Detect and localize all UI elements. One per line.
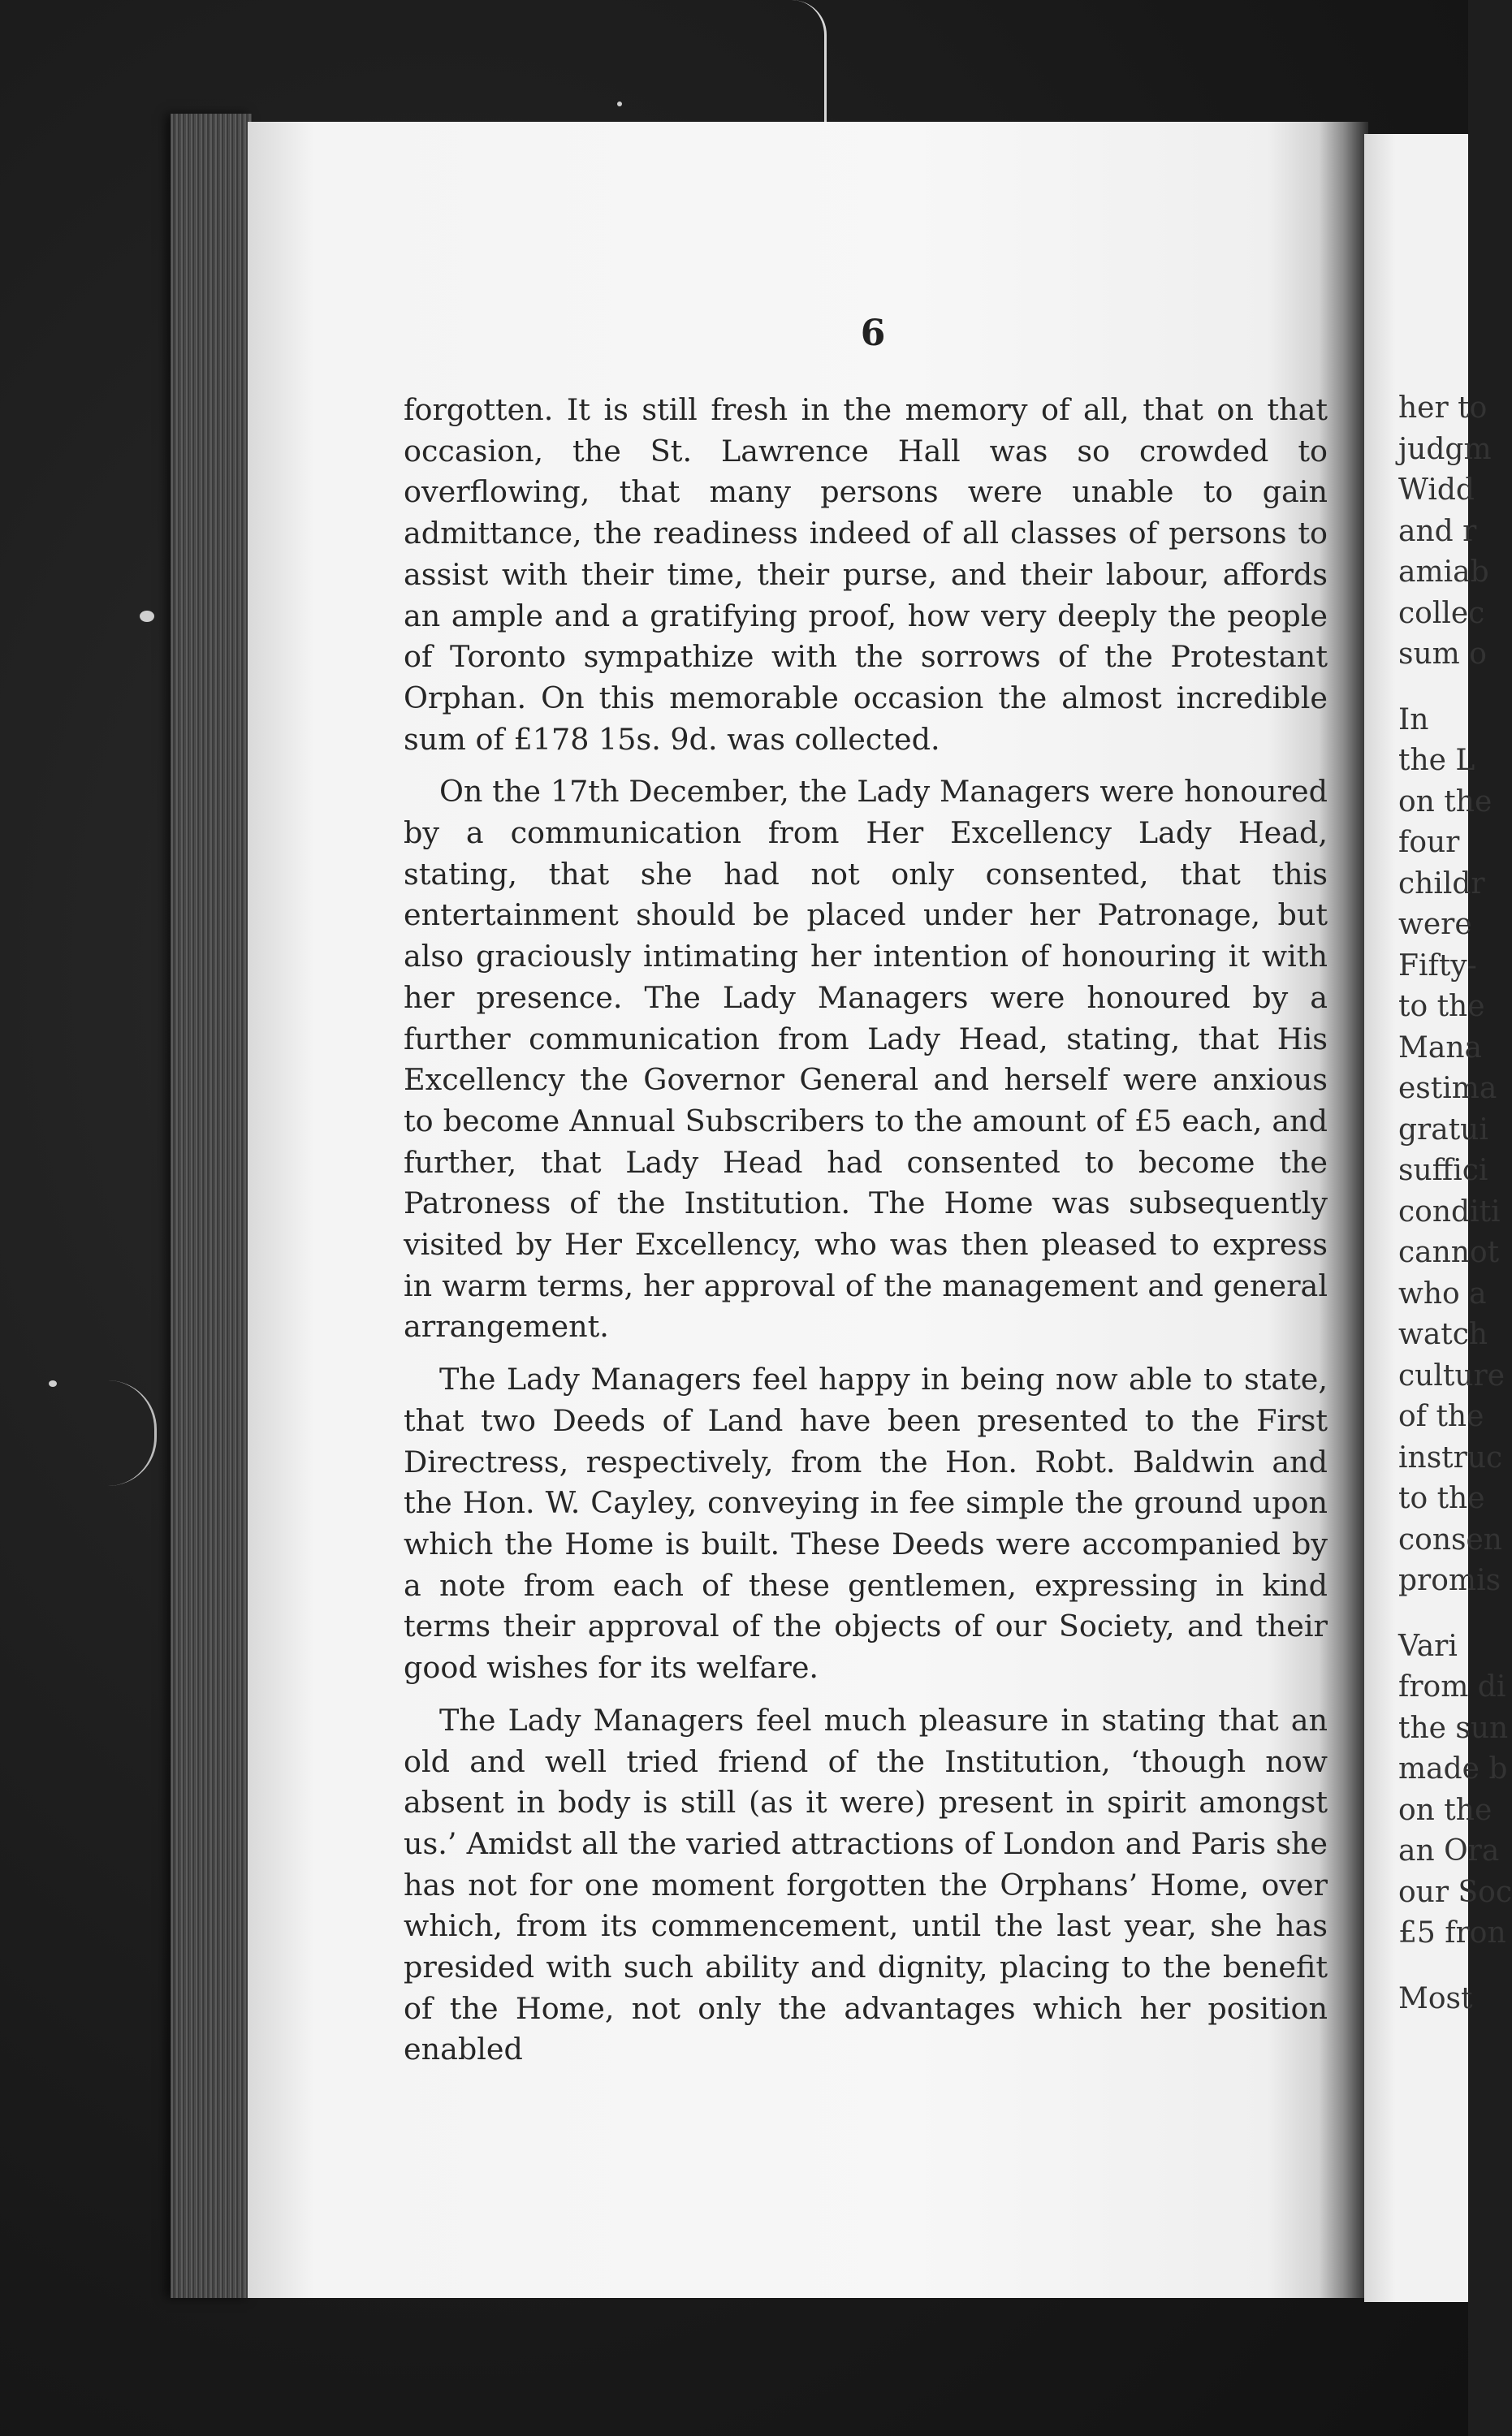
facing-page-line: judgm [1398,432,1492,466]
facing-page-line: instruc [1398,1440,1503,1475]
page-number: 6 [860,313,886,354]
facing-page-text [1398,388,1512,2019]
facing-page-line [1398,1602,1512,1626]
facing-page-line: were [1398,908,1472,941]
facing-page-line: Fifty- [1398,948,1477,983]
facing-page-line: to the [1398,990,1485,1023]
page-body-text [404,390,1328,2082]
facing-page-line: gratui [1398,1112,1488,1147]
facing-page-line: collec [1398,596,1485,630]
facing-page-line: watch [1398,1318,1488,1351]
facing-page-line: amiab [1398,555,1489,589]
facing-page-line [1398,1954,1512,1979]
facing-page-line: and r [1398,514,1477,548]
facing-page-line: conditi [1398,1194,1501,1229]
facing-page-line: four [1398,826,1460,859]
facing-page-line: from di [1398,1670,1506,1704]
facing-page-line: the sun [1398,1711,1509,1745]
facing-page-line: our Soc [1398,1875,1512,1909]
facing-page-line: to the [1398,1482,1485,1515]
facing-page-line: culture [1398,1358,1506,1393]
facing-page-line: on the [1398,784,1493,818]
facing-page-line: an Ora [1398,1834,1500,1868]
facing-page-line: the L [1398,744,1475,777]
paragraph-3: The Lady Managers feel happy in being now able to state, that two Deeds of Land have been presented to the First Directress, respectively, from the Hon. Robt. Baldwin and the Hon. W. Cayley, conveying in fee simple the ground upon which the Home is built. These Deeds were accompanied by a note from each of these gentlemen, expressing in kind terms their approval of the objects of our Society, and their good wishes for its welfare. [404,1362,1328,1686]
paragraph-4: The Lady Managers feel much pleasure in stating that an old and well tried friend of the Institution, ‘though now absent in body is still (as it were) present in spirit amongst us.’ Amidst all the varied attractions of London and Paris she has not for one moment forgotten the Orphans’ Home, over which, from its commencement, until the last year, she has presided with such ability and dignity, placing to the benefit of the Home, not only the advantages which her position enabled [404,1702,1328,2067]
facing-page-line: Most [1398,1981,1473,2015]
facing-page-line: cannot [1398,1236,1500,1269]
dust-fleck [140,611,154,622]
facing-page-line [1398,676,1512,700]
facing-page-line: suffici [1398,1154,1488,1187]
facing-page-line: who a [1398,1276,1487,1311]
facing-page-line: In [1398,702,1429,736]
facing-page-line: Mana [1398,1030,1482,1065]
facing-page-line: her to [1398,391,1488,425]
book-page-edges [171,114,252,2298]
facing-page-line: Widd [1398,473,1475,507]
dust-fleck [49,1380,57,1387]
facing-page-line: consen [1398,1522,1502,1557]
facing-page-line: on the [1398,1793,1493,1827]
facing-page-line: sum o [1398,637,1487,671]
paragraph-2: On the 17th December, the Lady Managers were honoured by a communication from Her Excellency Lady Head, stating, that she had not only consented, that this entertainment should be placed under her Patronage, but also graciously intimating her intention of honouring it with her presence. The Lady Managers were honoured by a further communication from Lady Head, stating, that His Excellency the Governor General and herself were anxious to become Annual Subscribers to the amount of £5 each, and further, that Lady Head had consented to become the Patroness of the Institution. The Home was subsequently visited by Her Excellency, who was then pleased to express in warm terms, her approval of the management and general arrangement. [404,774,1328,1345]
paragraph-1: forgotten. It is still fresh in the memory of all, that on that occasion, the St. Lawrence Hall was so crowded to overflowing, that many persons were unable to gain admittance, the readiness indeed of all classes of persons to assist with their time, their purse, and their labour, affords an ample and a gratifying proof, how very deeply the people of Toronto sympathize with the sorrows of the Protestant Orphan. On this memorable occasion the almost incredible sum of £178 15s. 9d. was collected. [404,392,1328,757]
facing-page-line: made b [1398,1752,1508,1786]
facing-page-line: estima [1398,1072,1497,1105]
facing-page-line: promis [1398,1564,1501,1597]
facing-page-line: childr [1398,866,1485,901]
facing-page-line: Vari [1398,1629,1458,1663]
facing-page-line: £5 fron [1398,1916,1506,1950]
dust-fleck [617,102,622,106]
facing-page-line: of the [1398,1400,1484,1433]
